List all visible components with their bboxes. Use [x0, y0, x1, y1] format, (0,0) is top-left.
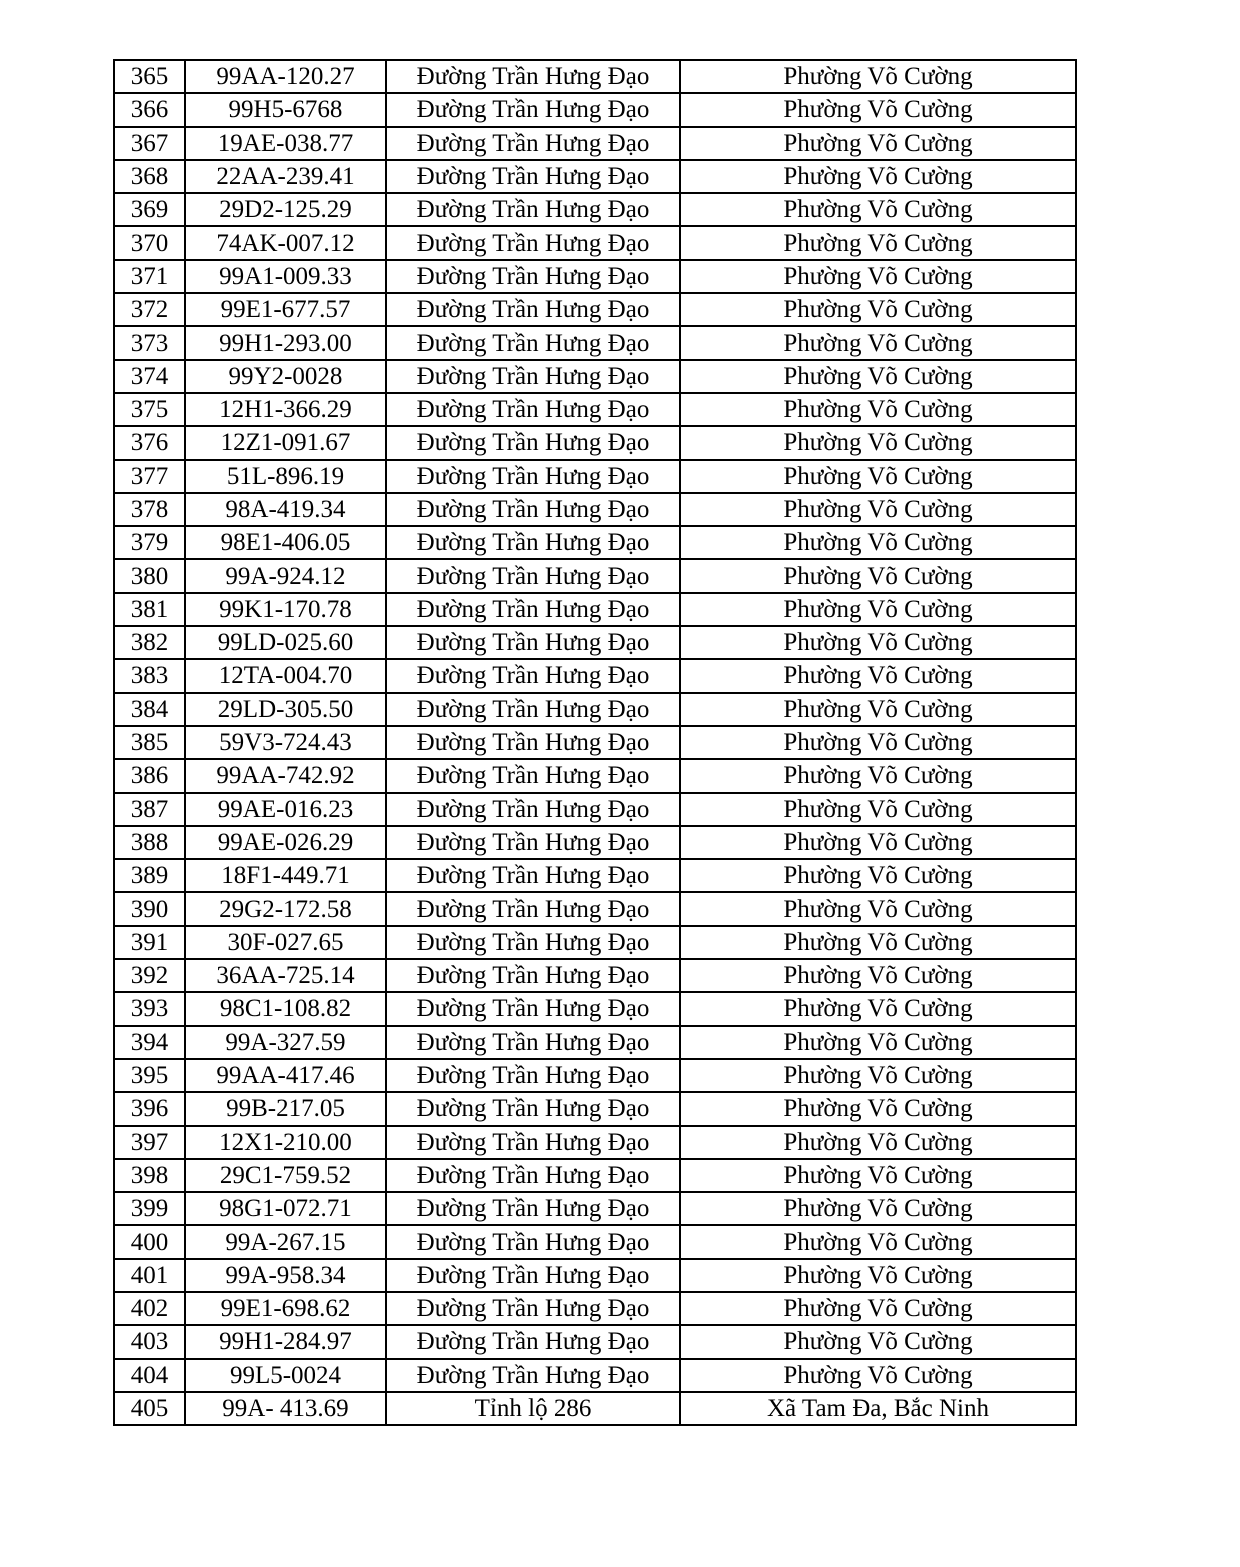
table-row — [114, 1292, 1076, 1325]
cell-stt: 395 — [114, 1059, 185, 1092]
cell-stt: 368 — [114, 160, 185, 193]
cell-ward: Phường Võ Cường — [680, 892, 1076, 925]
cell-stt: 376 — [114, 426, 185, 459]
cell-license-plate: 99AA-120.27 — [185, 60, 386, 93]
cell-stt: 370 — [114, 226, 185, 259]
cell-road: Đường Trần Hưng Đạo — [386, 1225, 680, 1258]
cell-ward: Phường Võ Cường — [680, 293, 1076, 326]
cell-ward: Phường Võ Cường — [680, 127, 1076, 160]
cell-road: Đường Trần Hưng Đạo — [386, 926, 680, 959]
cell-stt: 402 — [114, 1292, 185, 1325]
cell-license-plate: 99A-267.15 — [185, 1225, 386, 1258]
cell-license-plate: 29C1-759.52 — [185, 1159, 386, 1192]
cell-license-plate: 98A-419.34 — [185, 493, 386, 526]
cell-license-plate: 99H1-293.00 — [185, 326, 386, 359]
cell-road: Đường Trần Hưng Đạo — [386, 693, 680, 726]
cell-stt: 394 — [114, 1026, 185, 1059]
cell-license-plate: 12TA-004.70 — [185, 659, 386, 692]
table-row — [114, 892, 1076, 925]
cell-license-plate: 99B-217.05 — [185, 1092, 386, 1125]
cell-road: Đường Trần Hưng Đạo — [386, 626, 680, 659]
table-row — [114, 1092, 1076, 1125]
cell-ward: Phường Võ Cường — [680, 226, 1076, 259]
cell-ward: Phường Võ Cường — [680, 160, 1076, 193]
table-row — [114, 426, 1076, 459]
cell-license-plate: 59V3-724.43 — [185, 726, 386, 759]
table-row — [114, 859, 1076, 892]
table-row — [114, 1026, 1076, 1059]
table-row — [114, 460, 1076, 493]
cell-ward: Phường Võ Cường — [680, 193, 1076, 226]
cell-stt: 374 — [114, 360, 185, 393]
cell-road: Đường Trần Hưng Đạo — [386, 1092, 680, 1125]
cell-stt: 377 — [114, 460, 185, 493]
cell-ward: Phường Võ Cường — [680, 1192, 1076, 1225]
cell-stt: 369 — [114, 193, 185, 226]
table-row — [114, 226, 1076, 259]
cell-license-plate: 99Y2-0028 — [185, 360, 386, 393]
cell-ward: Xã Tam Đa, Bắc Ninh — [680, 1392, 1076, 1425]
cell-ward: Phường Võ Cường — [680, 460, 1076, 493]
cell-stt: 390 — [114, 892, 185, 925]
table-row — [114, 826, 1076, 859]
cell-license-plate: 98E1-406.05 — [185, 526, 386, 559]
cell-stt: 383 — [114, 659, 185, 692]
cell-stt: 380 — [114, 559, 185, 592]
cell-road: Đường Trần Hưng Đạo — [386, 60, 680, 93]
table-row — [114, 60, 1076, 93]
table-row — [114, 326, 1076, 359]
cell-ward: Phường Võ Cường — [680, 759, 1076, 792]
cell-ward: Phường Võ Cường — [680, 360, 1076, 393]
cell-stt: 371 — [114, 260, 185, 293]
cell-road: Đường Trần Hưng Đạo — [386, 160, 680, 193]
cell-license-plate: 99A-958.34 — [185, 1259, 386, 1292]
cell-license-plate: 99AE-026.29 — [185, 826, 386, 859]
cell-road: Đường Trần Hưng Đạo — [386, 127, 680, 160]
table-row — [114, 526, 1076, 559]
cell-stt: 379 — [114, 526, 185, 559]
cell-road: Đường Trần Hưng Đạo — [386, 1359, 680, 1392]
cell-stt: 387 — [114, 793, 185, 826]
cell-stt: 399 — [114, 1192, 185, 1225]
cell-ward: Phường Võ Cường — [680, 1092, 1076, 1125]
cell-license-plate: 99E1-698.62 — [185, 1292, 386, 1325]
cell-road: Đường Trần Hưng Đạo — [386, 759, 680, 792]
table-row — [114, 493, 1076, 526]
cell-ward: Phường Võ Cường — [680, 726, 1076, 759]
table-row — [114, 926, 1076, 959]
cell-road: Đường Trần Hưng Đạo — [386, 393, 680, 426]
cell-road: Đường Trần Hưng Đạo — [386, 493, 680, 526]
cell-stt: 388 — [114, 826, 185, 859]
table-row — [114, 160, 1076, 193]
cell-stt: 392 — [114, 959, 185, 992]
cell-stt: 381 — [114, 593, 185, 626]
table-row — [114, 1392, 1076, 1425]
cell-ward: Phường Võ Cường — [680, 559, 1076, 592]
cell-stt: 384 — [114, 693, 185, 726]
cell-ward: Phường Võ Cường — [680, 1259, 1076, 1292]
cell-ward: Phường Võ Cường — [680, 926, 1076, 959]
cell-stt: 401 — [114, 1259, 185, 1292]
table-row — [114, 1325, 1076, 1358]
cell-license-plate: 12Z1-091.67 — [185, 426, 386, 459]
cell-ward: Phường Võ Cường — [680, 992, 1076, 1025]
cell-stt: 391 — [114, 926, 185, 959]
cell-stt: 372 — [114, 293, 185, 326]
cell-license-plate: 18F1-449.71 — [185, 859, 386, 892]
cell-license-plate: 98G1-072.71 — [185, 1192, 386, 1225]
table-row — [114, 1359, 1076, 1392]
cell-ward: Phường Võ Cường — [680, 826, 1076, 859]
cell-license-plate: 12H1-366.29 — [185, 393, 386, 426]
cell-license-plate: 99H1-284.97 — [185, 1325, 386, 1358]
cell-stt: 373 — [114, 326, 185, 359]
table-row — [114, 127, 1076, 160]
cell-stt: 386 — [114, 759, 185, 792]
cell-road: Đường Trần Hưng Đạo — [386, 659, 680, 692]
table-row — [114, 726, 1076, 759]
table-row — [114, 360, 1076, 393]
cell-license-plate: 99AA-742.92 — [185, 759, 386, 792]
cell-road: Tỉnh lộ 286 — [386, 1392, 680, 1425]
cell-license-plate: 99A1-009.33 — [185, 260, 386, 293]
cell-ward: Phường Võ Cường — [680, 493, 1076, 526]
cell-license-plate: 19AE-038.77 — [185, 127, 386, 160]
cell-license-plate: 30F-027.65 — [185, 926, 386, 959]
cell-road: Đường Trần Hưng Đạo — [386, 892, 680, 925]
table-row — [114, 293, 1076, 326]
table-body — [114, 60, 1076, 1425]
cell-ward: Phường Võ Cường — [680, 1159, 1076, 1192]
cell-license-plate: 22AA-239.41 — [185, 160, 386, 193]
cell-ward: Phường Võ Cường — [680, 1359, 1076, 1392]
table-row — [114, 193, 1076, 226]
cell-ward: Phường Võ Cường — [680, 859, 1076, 892]
cell-road: Đường Trần Hưng Đạo — [386, 1026, 680, 1059]
cell-stt: 382 — [114, 626, 185, 659]
cell-road: Đường Trần Hưng Đạo — [386, 1259, 680, 1292]
cell-road: Đường Trần Hưng Đạo — [386, 1059, 680, 1092]
cell-road: Đường Trần Hưng Đạo — [386, 260, 680, 293]
cell-ward: Phường Võ Cường — [680, 326, 1076, 359]
cell-ward: Phường Võ Cường — [680, 1292, 1076, 1325]
cell-license-plate: 99E1-677.57 — [185, 293, 386, 326]
cell-license-plate: 99K1-170.78 — [185, 593, 386, 626]
cell-road: Đường Trần Hưng Đạo — [386, 293, 680, 326]
cell-ward: Phường Võ Cường — [680, 526, 1076, 559]
cell-license-plate: 36AA-725.14 — [185, 959, 386, 992]
cell-stt: 397 — [114, 1126, 185, 1159]
table-row — [114, 260, 1076, 293]
table-row — [114, 659, 1076, 692]
cell-stt: 375 — [114, 393, 185, 426]
cell-road: Đường Trần Hưng Đạo — [386, 593, 680, 626]
cell-ward: Phường Võ Cường — [680, 793, 1076, 826]
cell-ward: Phường Võ Cường — [680, 693, 1076, 726]
table-row — [114, 1126, 1076, 1159]
cell-license-plate: 29D2-125.29 — [185, 193, 386, 226]
cell-stt: 396 — [114, 1092, 185, 1125]
cell-stt: 400 — [114, 1225, 185, 1258]
table-row — [114, 559, 1076, 592]
cell-road: Đường Trần Hưng Đạo — [386, 826, 680, 859]
cell-road: Đường Trần Hưng Đạo — [386, 726, 680, 759]
cell-road: Đường Trần Hưng Đạo — [386, 859, 680, 892]
cell-stt: 404 — [114, 1359, 185, 1392]
cell-ward: Phường Võ Cường — [680, 426, 1076, 459]
cell-ward: Phường Võ Cường — [680, 959, 1076, 992]
cell-road: Đường Trần Hưng Đạo — [386, 1192, 680, 1225]
cell-license-plate: 99A-327.59 — [185, 1026, 386, 1059]
cell-stt: 385 — [114, 726, 185, 759]
table-row — [114, 693, 1076, 726]
cell-road: Đường Trần Hưng Đạo — [386, 226, 680, 259]
cell-ward: Phường Võ Cường — [680, 60, 1076, 93]
cell-road: Đường Trần Hưng Đạo — [386, 326, 680, 359]
cell-ward: Phường Võ Cường — [680, 626, 1076, 659]
cell-license-plate: 98C1-108.82 — [185, 992, 386, 1025]
cell-license-plate: 99H5-6768 — [185, 93, 386, 126]
cell-ward: Phường Võ Cường — [680, 393, 1076, 426]
cell-license-plate: 29G2-172.58 — [185, 892, 386, 925]
table-row — [114, 393, 1076, 426]
cell-road: Đường Trần Hưng Đạo — [386, 793, 680, 826]
cell-license-plate: 99AE-016.23 — [185, 793, 386, 826]
cell-road: Đường Trần Hưng Đạo — [386, 992, 680, 1025]
cell-road: Đường Trần Hưng Đạo — [386, 559, 680, 592]
cell-stt: 367 — [114, 127, 185, 160]
cell-ward: Phường Võ Cường — [680, 1059, 1076, 1092]
cell-road: Đường Trần Hưng Đạo — [386, 193, 680, 226]
cell-ward: Phường Võ Cường — [680, 93, 1076, 126]
table-row — [114, 1059, 1076, 1092]
cell-ward: Phường Võ Cường — [680, 1225, 1076, 1258]
table-row — [114, 1192, 1076, 1225]
cell-license-plate: 99A- 413.69 — [185, 1392, 386, 1425]
table-row — [114, 759, 1076, 792]
table-row — [114, 793, 1076, 826]
cell-road: Đường Trần Hưng Đạo — [386, 526, 680, 559]
cell-license-plate: 29LD-305.50 — [185, 693, 386, 726]
cell-road: Đường Trần Hưng Đạo — [386, 460, 680, 493]
cell-stt: 366 — [114, 93, 185, 126]
cell-license-plate: 51L-896.19 — [185, 460, 386, 493]
cell-license-plate: 99L5-0024 — [185, 1359, 386, 1392]
cell-ward: Phường Võ Cường — [680, 1026, 1076, 1059]
violation-table — [113, 59, 1077, 1426]
cell-road: Đường Trần Hưng Đạo — [386, 1126, 680, 1159]
cell-ward: Phường Võ Cường — [680, 1126, 1076, 1159]
cell-license-plate: 99A-924.12 — [185, 559, 386, 592]
table-row — [114, 93, 1076, 126]
cell-ward: Phường Võ Cường — [680, 1325, 1076, 1358]
cell-license-plate: 12X1-210.00 — [185, 1126, 386, 1159]
cell-stt: 365 — [114, 60, 185, 93]
cell-road: Đường Trần Hưng Đạo — [386, 959, 680, 992]
cell-ward: Phường Võ Cường — [680, 659, 1076, 692]
table-row — [114, 959, 1076, 992]
cell-road: Đường Trần Hưng Đạo — [386, 93, 680, 126]
cell-license-plate: 74AK-007.12 — [185, 226, 386, 259]
table-row — [114, 626, 1076, 659]
cell-stt: 393 — [114, 992, 185, 1025]
table-row — [114, 1259, 1076, 1292]
cell-license-plate: 99LD-025.60 — [185, 626, 386, 659]
table-row — [114, 593, 1076, 626]
cell-stt: 389 — [114, 859, 185, 892]
cell-road: Đường Trần Hưng Đạo — [386, 1159, 680, 1192]
cell-stt: 378 — [114, 493, 185, 526]
cell-road: Đường Trần Hưng Đạo — [386, 1292, 680, 1325]
cell-stt: 403 — [114, 1325, 185, 1358]
table-row — [114, 992, 1076, 1025]
cell-ward: Phường Võ Cường — [680, 260, 1076, 293]
cell-road: Đường Trần Hưng Đạo — [386, 360, 680, 393]
table-row — [114, 1225, 1076, 1258]
cell-road: Đường Trần Hưng Đạo — [386, 426, 680, 459]
cell-road: Đường Trần Hưng Đạo — [386, 1325, 680, 1358]
table-row — [114, 1159, 1076, 1192]
cell-stt: 405 — [114, 1392, 185, 1425]
cell-license-plate: 99AA-417.46 — [185, 1059, 386, 1092]
cell-stt: 398 — [114, 1159, 185, 1192]
cell-ward: Phường Võ Cường — [680, 593, 1076, 626]
